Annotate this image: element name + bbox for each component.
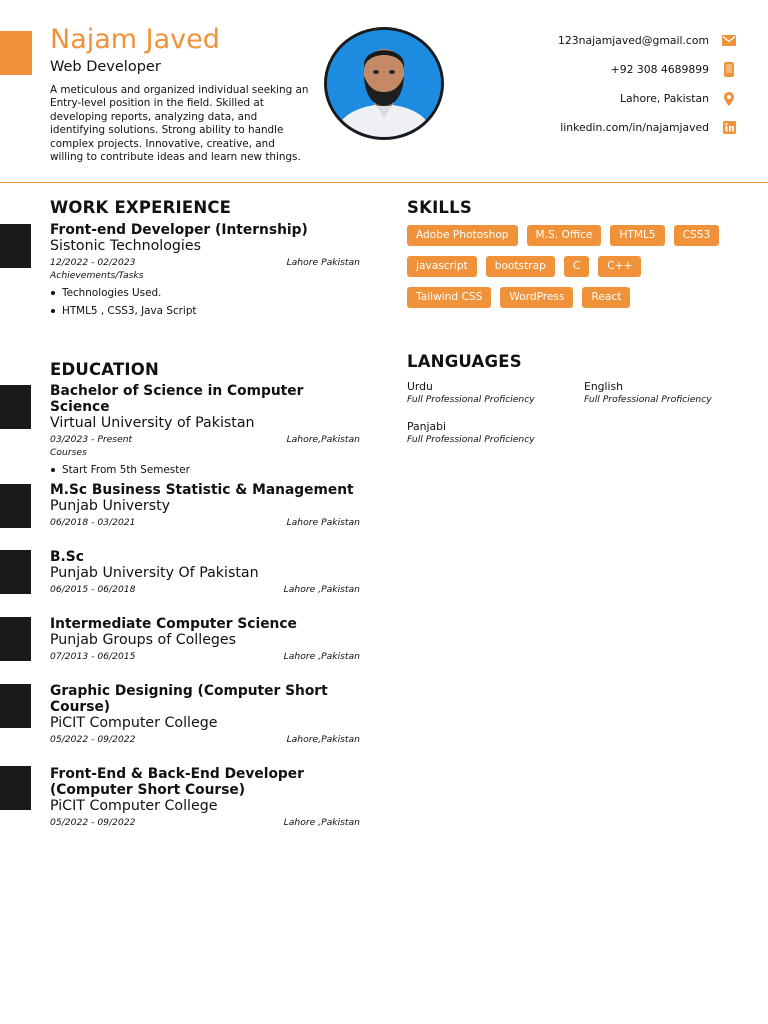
entry-organization: Punjab University Of Pakistan [50, 565, 259, 581]
linkedin-icon [722, 121, 736, 135]
education-entry [50, 482, 360, 529]
header-accent-bar [0, 31, 32, 75]
entry-meta [50, 516, 360, 529]
entry-marker [0, 684, 31, 728]
skill-tag: bootstrap [486, 256, 555, 277]
list-item: Start From 5th Semester [50, 461, 360, 479]
entry-marker [0, 617, 31, 661]
language-item [584, 380, 764, 406]
skills-list [407, 225, 742, 318]
profile-photo [324, 27, 444, 140]
language-level: Full Professional Proficiency [584, 394, 712, 405]
skill-tag: WordPress [500, 287, 573, 308]
entry-title: Front-End & Back-End Developer (Computer Short Course) [50, 766, 304, 798]
language-level: Full Professional Proficiency [407, 434, 535, 445]
entry-title: Bachelor of Science in Computer Science [50, 383, 304, 415]
entry-dates: 12/2022 - 02/2023 [50, 257, 136, 268]
entry-organization: Sistonic Technologies [50, 238, 201, 254]
education-entry [50, 616, 360, 663]
entry-dates: 03/2023 - Present [50, 434, 133, 445]
skill-tag: javascript [407, 256, 477, 277]
education-heading: EDUCATION [50, 360, 159, 379]
entry-location: Lahore Pakistan [286, 257, 360, 268]
entry-meta [50, 256, 360, 269]
language-name: Panjabi [407, 420, 446, 433]
language-item [407, 380, 587, 406]
candidate-role: Web Developer [50, 59, 161, 75]
work-entry [50, 222, 360, 320]
entry-sub-label: Courses [50, 447, 87, 458]
entry-organization: Punjab Universty [50, 498, 171, 514]
skills-heading: SKILLS [407, 198, 472, 217]
entry-location: Lahore,Pakistan [286, 434, 360, 445]
entry-dates: 07/2013 - 06/2015 [50, 651, 136, 662]
work-experience-heading: WORK EXPERIENCE [50, 198, 232, 217]
header-divider [0, 182, 768, 183]
entry-location: Lahore,Pakistan [286, 734, 360, 745]
skill-tag: Adobe Photoshop [407, 225, 518, 246]
education-entry [50, 683, 360, 746]
entry-sub-label: Achievements/Tasks [50, 270, 144, 281]
entry-location: Lahore Pakistan [286, 517, 360, 528]
contact-email-text[interactable]: 123najamjaved@gmail.com [558, 34, 709, 47]
contact-email[interactable] [436, 26, 736, 55]
entry-marker [0, 224, 31, 268]
location-pin-icon [722, 92, 736, 106]
entry-meta [50, 583, 360, 596]
contact-location [436, 84, 736, 113]
entry-marker [0, 550, 31, 594]
skill-tag: C++ [598, 256, 641, 277]
profile-summary: A meticulous and organized individual seeking an Entry-level position in the field. Skilled at developing reports, analyzing data, and identifying solutions. Strong ability to handle complex projects. Innovative, creative, and willing to contribute ideas and learn new things. [50, 84, 309, 164]
list-item: Technologies Used. [50, 284, 360, 302]
entry-dates: 06/2018 - 03/2021 [50, 517, 136, 528]
person-photo-icon [327, 30, 441, 137]
language-name: English [584, 380, 623, 393]
education-entry [50, 766, 360, 829]
language-item [407, 420, 587, 446]
entry-location: Lahore ,Pakistan [283, 651, 360, 662]
skill-tag: React [582, 287, 630, 308]
entry-meta [50, 733, 360, 746]
language-level: Full Professional Proficiency [407, 394, 535, 405]
contact-phone[interactable] [436, 55, 736, 84]
entry-meta [50, 650, 360, 663]
contact-linkedin[interactable] [436, 113, 736, 142]
entry-dates: 06/2015 - 06/2018 [50, 584, 136, 595]
entry-organization: Virtual University of Pakistan [50, 415, 255, 431]
contact-linkedin-text[interactable]: linkedin.com/in/najamjaved [560, 121, 709, 134]
entry-marker [0, 385, 31, 429]
phone-icon [722, 63, 736, 77]
contact-phone-text[interactable]: +92 308 4689899 [610, 63, 709, 76]
entry-organization: Punjab Groups of Colleges [50, 632, 237, 648]
entry-title: Graphic Designing (Computer Short Course) [50, 683, 328, 715]
entry-bullets [50, 284, 360, 320]
skill-tag: CSS3 [674, 225, 720, 246]
entry-marker [0, 766, 31, 810]
entry-meta [50, 816, 360, 829]
envelope-icon [722, 34, 736, 48]
entry-title: Front-end Developer (Internship) [50, 222, 308, 238]
entry-title: M.Sc Business Statistic & Management [50, 482, 354, 498]
entry-meta [50, 433, 360, 446]
entry-location: Lahore ,Pakistan [283, 817, 360, 828]
skill-tag: HTML5 [610, 225, 664, 246]
entry-dates: 05/2022 - 09/2022 [50, 734, 136, 745]
entry-title: B.Sc [50, 549, 84, 565]
entry-organization: PiCIT Computer College [50, 798, 218, 814]
entry-title: Intermediate Computer Science [50, 616, 297, 632]
entry-dates: 05/2022 - 09/2022 [50, 817, 136, 828]
entry-marker [0, 484, 31, 528]
skill-tag: C [564, 256, 589, 277]
entry-bullets [50, 461, 360, 479]
education-entry [50, 549, 360, 596]
language-name: Urdu [407, 380, 433, 393]
languages-heading: LANGUAGES [407, 352, 522, 371]
list-item: HTML5 , CSS3, Java Script [50, 302, 360, 320]
contact-location-text: Lahore, Pakistan [619, 92, 709, 105]
education-entry [50, 383, 360, 479]
skill-tag: M.S. Office [527, 225, 602, 246]
entry-organization: PiCIT Computer College [50, 715, 218, 731]
entry-location: Lahore ,Pakistan [283, 584, 360, 595]
candidate-name: Najam Javed [50, 24, 220, 55]
skill-tag: Tailwind CSS [407, 287, 491, 308]
contact-list [436, 26, 736, 142]
